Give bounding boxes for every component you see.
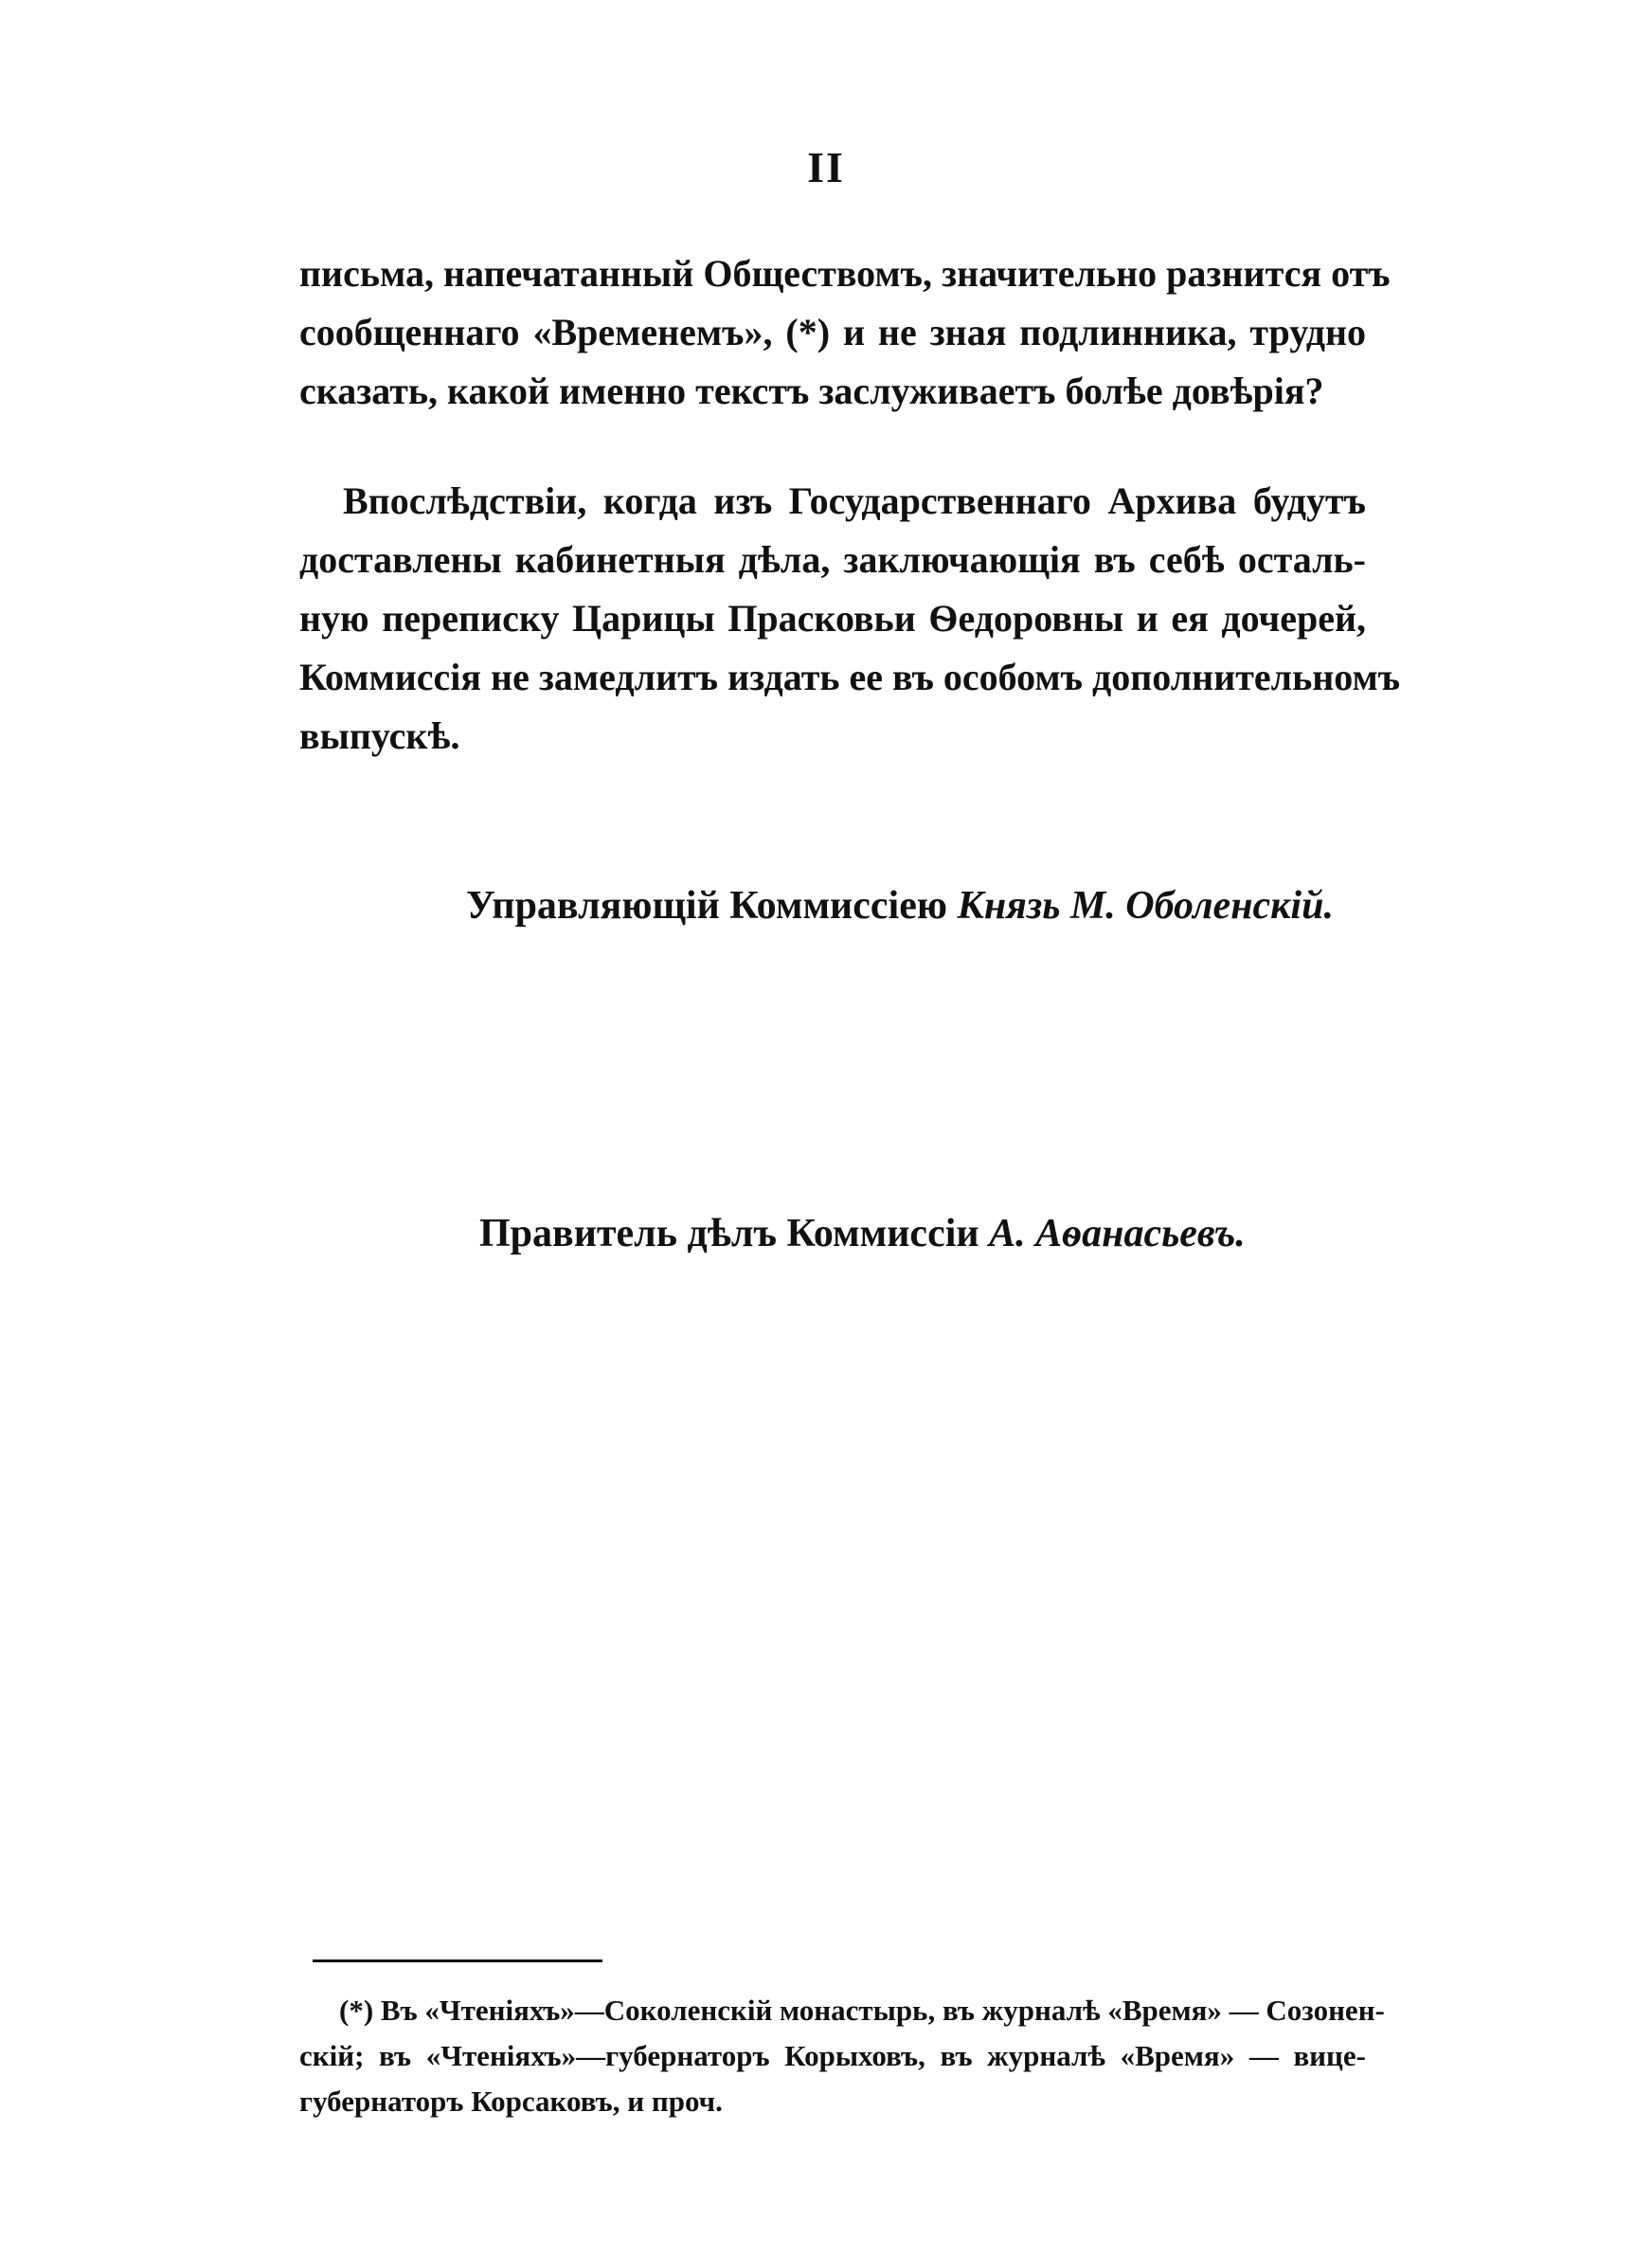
footnote-line: (*) Въ «Чтеніяхъ»—Соколенскій монастырь, въ журналѣ «Время» — Созонен-: [339, 1994, 1385, 2027]
text-line: Впослѣдствіи, когда изъ Государственнаго Архива будутъ: [343, 479, 1366, 522]
footnote-line: скій; въ «Чтеніяхъ»—губернаторъ Корыховъ, въ журналѣ «Время» — вице-: [299, 2039, 1366, 2072]
paragraph-archive: [299, 472, 1401, 766]
signature-name: Князь М. Оболенскій.: [957, 884, 1334, 928]
text-line: выпускѣ.: [299, 714, 460, 757]
footnote: [299, 1988, 1385, 2124]
text-line: ную переписку Царицы Прасковьи Ѳедоровны и ея дочерей,: [299, 597, 1366, 640]
text-line: письма, напечатанный Обществомъ, значительно разнится отъ: [299, 252, 1391, 295]
text-line: Коммиссія не замедлитъ издать ее въ особомъ дополнительномъ: [299, 656, 1401, 698]
footnote-divider: [313, 1959, 602, 1962]
text-line: сообщеннаго «Временемъ», (*) и не зная подлинника, трудно: [299, 311, 1366, 353]
page-number: II: [807, 143, 845, 191]
text-line: сказать, какой именно текстъ заслуживаетъ болѣе довѣрія?: [299, 370, 1324, 412]
signature-name: А. Аѳанасьевъ.: [989, 1212, 1246, 1255]
signature-title: Правитель дѣлъ Коммиссіи: [479, 1212, 979, 1255]
footnote-line: губернаторъ Корсаковъ, и проч.: [299, 2085, 723, 2118]
text-line: доставлены кабинетныя дѣла, заключающія въ себѣ осталь-: [299, 538, 1366, 581]
paragraph-continuation: [299, 244, 1391, 421]
signature-title: Управляющій Коммиссіею: [466, 884, 947, 928]
